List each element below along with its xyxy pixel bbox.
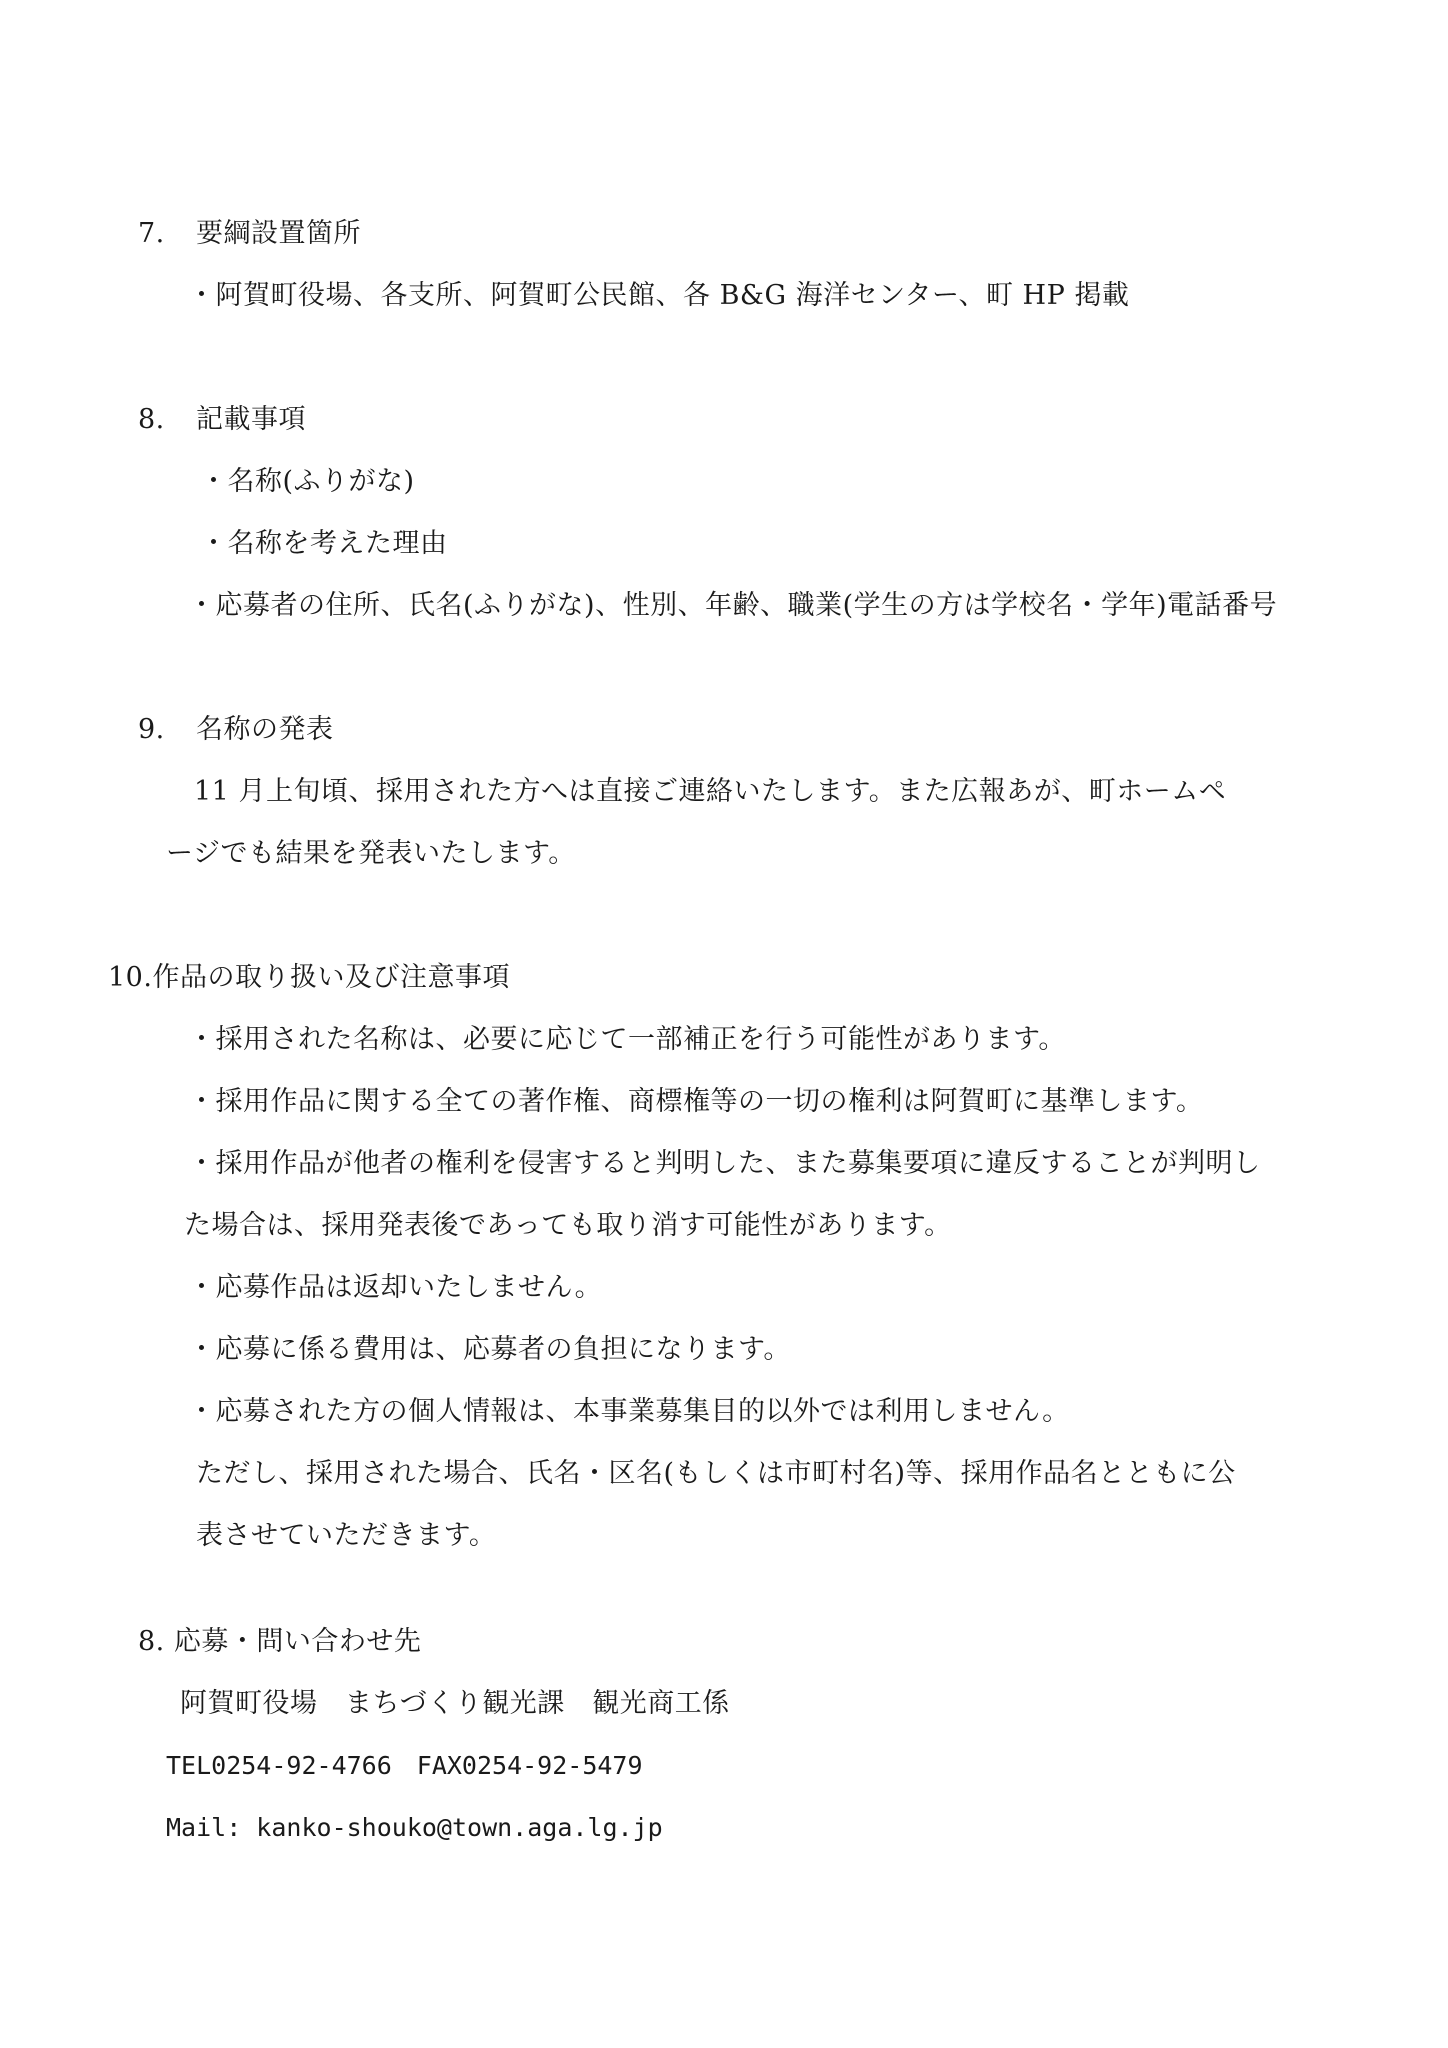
section-9-number: 9.	[138, 714, 165, 745]
section-10-line: ・採用された名称は、必要に応じて一部補正を行う可能性があります。	[188, 1024, 1066, 1055]
section-10-line: ・応募に係る費用は、応募者の負担になります。	[188, 1334, 791, 1365]
section-7-item: ・阿賀町役場、各支所、阿賀町公民館、各 B&G 海洋センター、町 HP 掲載	[188, 280, 1130, 311]
section-8-item: ・名称を考えた理由	[200, 528, 448, 559]
section-7-number: 7.	[138, 218, 165, 249]
section-8-number: 8.	[138, 404, 165, 435]
section-7-title: 要綱設置箇所	[196, 218, 361, 249]
section-10-heading: 10.作品の取り扱い及び注意事項	[108, 962, 510, 993]
section-9-line: ージでも結果を発表いたします。	[166, 838, 576, 869]
contact-mail: Mail: kanko-shouko@town.aga.lg.jp	[166, 1813, 663, 1842]
contact-office: 阿賀町役場 まちづくり観光課 観光商工係	[180, 1688, 730, 1719]
section-8-title: 記載事項	[196, 404, 306, 435]
section-8-item: ・名称(ふりがな)	[200, 466, 415, 497]
section-8-item: ・応募者の住所、氏名(ふりがな)、性別、年齢、職業(学生の方は学校名・学年)電話番号	[188, 590, 1278, 621]
section-7-heading	[138, 216, 361, 252]
section-10-line: た場合は、採用発表後であっても取り消す可能性があります。	[184, 1210, 952, 1241]
section-9-line: 11 月上旬頃、採用された方へは直接ご連絡いたします。また広報あが、町ホームペ	[194, 776, 1227, 807]
section-10-line: 表させていただきます。	[196, 1520, 497, 1551]
section-10-line: ・応募された方の個人情報は、本事業募集目的以外では利用しません。	[188, 1396, 1070, 1427]
contact-tel-fax: TEL0254-92-4766 FAX0254-92-5479	[166, 1751, 643, 1780]
section-9-title: 名称の発表	[196, 714, 334, 745]
section-10-line: ・採用作品に関する全ての著作権、商標権等の一切の権利は阿賀町に基準します。	[188, 1086, 1204, 1117]
section-10-line: ・応募作品は返却いたしません。	[188, 1272, 603, 1303]
section-9-heading	[138, 712, 334, 748]
section-10-line: ・採用作品が他者の権利を侵害すると判明した、また募集要項に違反することが判明し	[188, 1148, 1261, 1179]
contact-heading: 8. 応募・問い合わせ先	[138, 1626, 422, 1657]
section-10-line: ただし、採用された場合、氏名・区名(もしくは市町村名)等、採用作品名とともに公	[196, 1458, 1236, 1489]
section-8-heading	[138, 402, 306, 438]
